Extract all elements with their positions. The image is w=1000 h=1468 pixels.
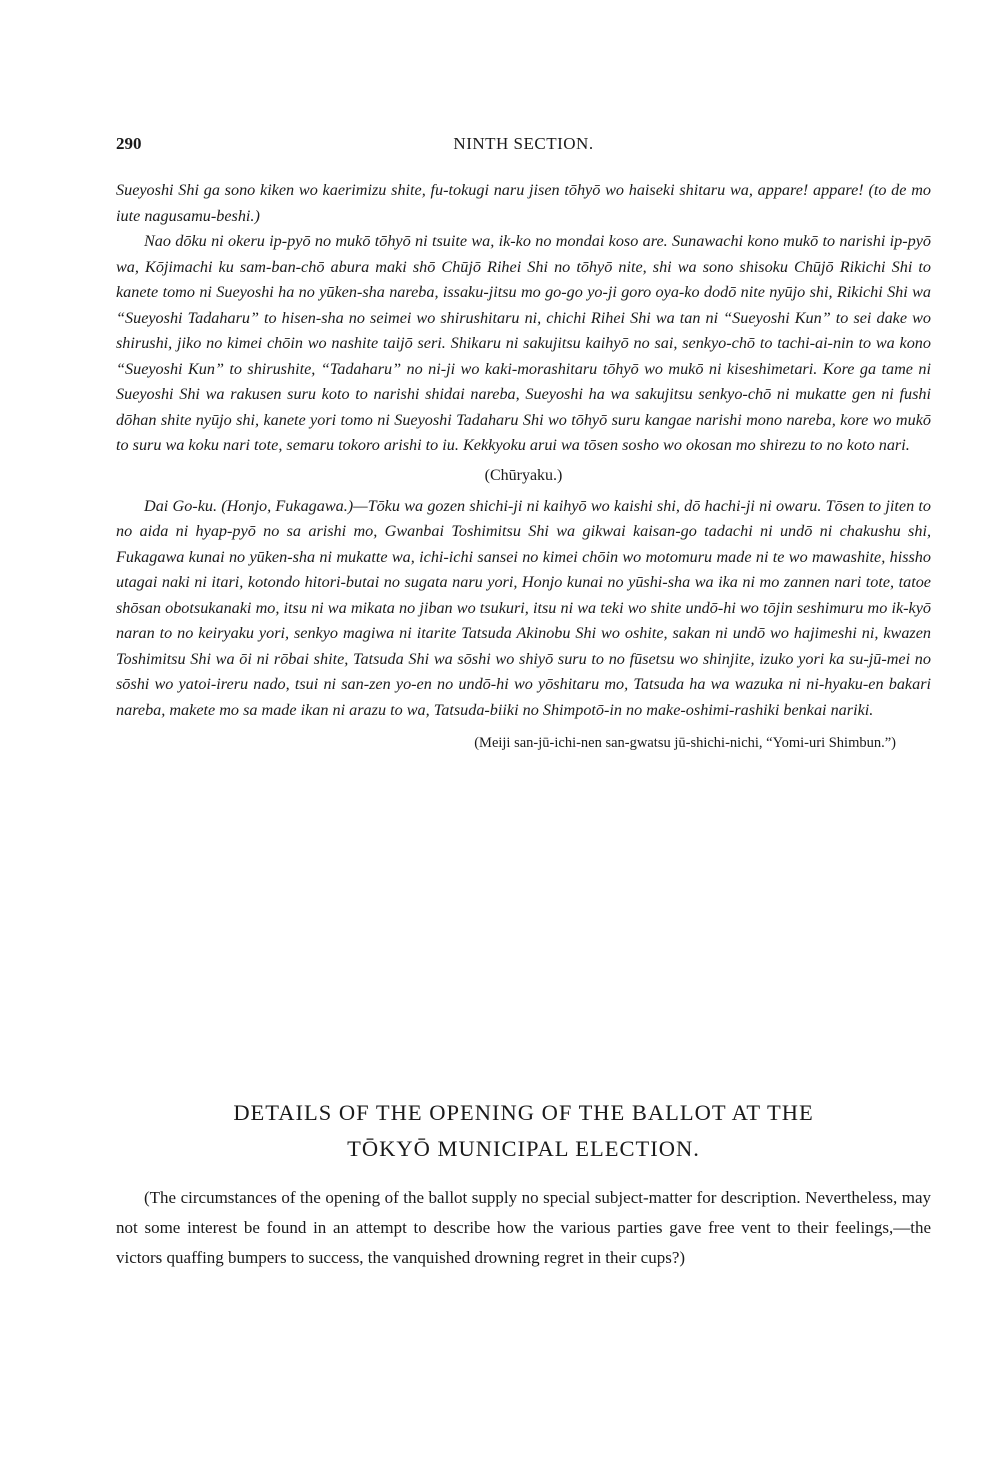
- section-heading: (Chūryaku.): [484, 466, 563, 484]
- article-title-line-1: DETAILS OF THE OPENING OF THE BALLOT AT THE: [233, 1100, 814, 1125]
- paragraph-2: Nao dōku ni okeru ip-pyō no mukō tōhyō ni tsuite wa, ik-ko no mondai koso are. Sunawachi kono mukō to narishi ip-pyō wa, Kōjimachi ku sam-ban-chō abura maki shō Chūjō Rihei Shi no tōhyō nite, shi wa sono shisoku Chūjō Rikichi Shi to kanete tomo ni Sueyoshi ha no yūken-sha nareba, issaku-jitsu mo go-go yo-ji goro oya-ko dodō nite nyūjo shi, Rikichi Shi wa “Sueyoshi Tadaharu” to hisen-sha no seimei wo shirushitaru ni, chichi Rihei Shi wa tan ni “Sueyoshi Kun” to sei dake wo shirushi, jiko no kimei chōin wo nashite taijō seri. Shikaru ni sakujitsu kaihyō no sai, senkyo-chō to tachi-ai-nin to wa kono “Sueyoshi Kun” to shirushite, “Tadaharu” no ni-ji wo kaki-morashitaru tōhyō wo mukō ni kiseshimetari. Kore ga tame ni Sueyoshi Shi wa rakusen suru koto to narishi shidai nareba, Sueyoshi ha wa sakujitsu senkyo-chō ni mukatte gen ni fushi dōhan shite nyūjo shi, kanete yori tomo ni Sueyoshi Tadaharu Shi wo tōhyō suru kangae narishi mono nareba, kore wo mukō to suru wa koku nari tote, semaru tokoro arishi to iu. Kekkyoku arui wa tōsen sosho wo okosan mo shirezu to no koto nari.: [116, 232, 931, 454]
- paragraph-1: Sueyoshi Shi ga sono kiken wo kaerimizu shite, fu-tokugi naru jisen tōhyō wo haiseki shitaru wa, appare! appare! (to de mo iute nagusamu-beshi.): [116, 181, 931, 225]
- article-intro: [116, 1183, 931, 1273]
- source-citation: (Meiji san-jū-ichi-nen san-gwatsu jū-shichi-nichi, “Yomi-uri Shimbun.”): [474, 735, 896, 751]
- intro-paragraph: (The circumstances of the opening of the ballot supply no special subject-matter for description. Nevertheless, may not some interest be found in an attempt to describe how the various parties gave free vent to their feelings,—the victors quaffing bumpers to success, the vanquished drowning regret in their cups?): [116, 1188, 931, 1267]
- body-text: [116, 178, 931, 756]
- running-head: NINTH SECTION.: [453, 134, 594, 153]
- article-title: [116, 1095, 931, 1167]
- page-header: [116, 134, 931, 160]
- article-title-line-2: TŌKYŌ MUNICIPAL ELECTION.: [347, 1136, 700, 1161]
- page-number: 290: [116, 134, 142, 153]
- paragraph-3: Dai Go-ku. (Honjo, Fukagawa.)—Tōku wa gozen shichi-ji ni kaihyō wo kaishi shi, dō hachi-ji ni owaru. Tōsen to jiten to no aida ni hyap-pyō no sa arishi mo, Gwanbai Toshimitsu Shi wa gikwai kaisan-go tadachi ni undō ni chakushu shi, Fukagawa kunai no yūken-sha ni mukatte wa, ichi-ichi sansei no kimei chōin wo motomuru made ni te wo mawashite, hissho utagai naki ni itari, kotondo hitori-butai no sugata naru yori, Honjo kunai no yūshi-sha wa ika ni mo zannen nari tote, tatoe shōsan obotsukanaki mo, itsu ni wa mikata no jiban wo tsukuri, itsu ni wa teki wo shite undō-hi wo tōjin seshimuru mo ik-kyō naran to no keiryaku yori, senkyo magiwa ni itarite Tatsuda Akinobu Shi wo oshite, sakan ni undō wo hajimeshi ni, kwazen Toshimitsu Shi wa ōi ni rōbai shite, Tatsuda Shi wa sōshi wo shiyō suru to no fūsetsu wo shinjite, izuko yori ka su-jū-mei no sōshi wo yatoi-ireru nado, tsui ni san-zen yo-en no undō-hi wo yōshitaru mo, Tatsuda ha wa wazuka ni ni-hyaku-en bakari nareba, makete mo sa made ikan ni arazu to wa, Tatsuda-biiki no Shimpotō-in no make-oshimi-rashiki benkai nariki.: [116, 496, 931, 719]
